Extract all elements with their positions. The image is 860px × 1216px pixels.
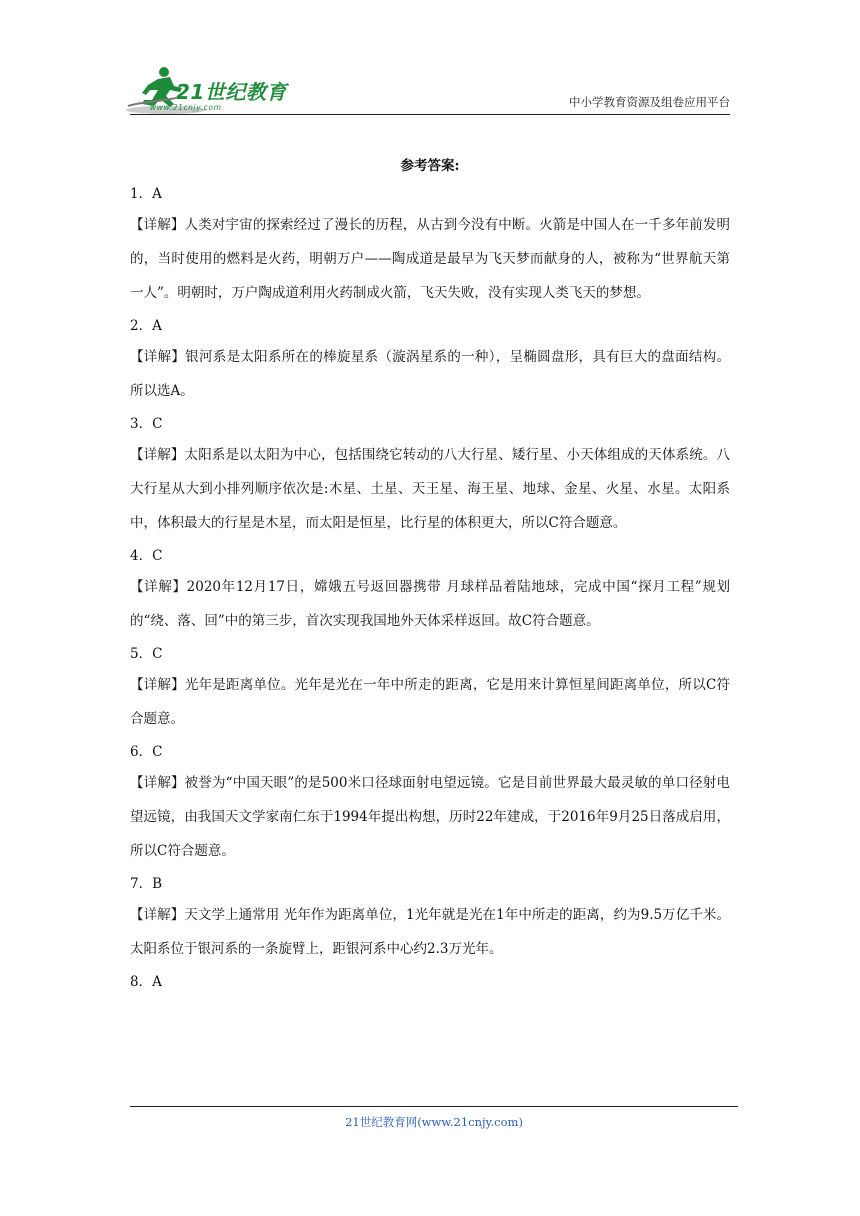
answer-item-5 <box>130 642 730 736</box>
page-header <box>120 62 730 118</box>
logo-url: www.21cnjy.com <box>150 103 222 112</box>
answer-item-4 <box>130 544 730 638</box>
logo <box>120 62 290 118</box>
question-number: 1．A <box>130 186 162 202</box>
question-number: 7．B <box>130 876 163 892</box>
answer-item-1 <box>130 182 730 310</box>
answer-item-6 <box>130 740 730 868</box>
platform-title: 中小学教育资源及组卷应用平台 <box>569 95 730 109</box>
answer-detail: 【详解】2020年12月17日，嫦娥五号返回器携带 月球样品着陆地球，完成中国“探月工程”规划的“绕、落、回”中的第三步，首次实现我国地外天体采样返回。故C符合题意。 <box>130 579 730 629</box>
logo-text: 21世纪教育 <box>176 80 287 104</box>
question-number: 4．C <box>130 548 163 564</box>
question-number: 3．C <box>130 416 163 432</box>
answer-content <box>130 152 730 996</box>
answer-item-7 <box>130 872 730 966</box>
answer-item-2 <box>130 314 730 408</box>
footer-link[interactable]: 21世纪教育网(www.21cnjy.com) <box>345 1115 523 1129</box>
answer-detail: 【详解】人类对宇宙的探索经过了漫长的历程，从古到今没有中断。火箭是中国人在一千多年前发明的，当时使用的燃料是火药，明朝万户——陶成道是最早为飞天梦而献身的人，被称为“世界航天第一人”。明朝时，万户陶成道利用火药制成火箭，飞天失败，没有实现人类飞天的梦想。 <box>130 217 730 301</box>
question-number: 6．C <box>130 744 163 760</box>
answer-item-8 <box>130 970 730 994</box>
header-divider <box>130 114 730 115</box>
answer-detail: 【详解】银河系是太阳系所在的棒旋星系（漩涡星系的一种），呈椭圆盘形，具有巨大的盘面结构。所以选A。 <box>130 349 730 399</box>
answer-title: 参考答案: <box>400 158 460 174</box>
answer-detail: 【详解】光年是距离单位。光年是光在一年中所走的距离，它是用来计算恒星间距离单位，所以C符合题意。 <box>130 677 730 727</box>
answer-detail: 【详解】被誉为“中国天眼”的是500米口径球面射电望远镜。它是目前世界最大最灵敏的单口径射电望远镜，由我国天文学家南仁东于1994年提出构想，历时22年建成，于2016年9月25日落成启用，所以C符合题意。 <box>130 775 730 859</box>
question-number: 8．A <box>130 974 162 990</box>
question-number: 5．C <box>130 646 163 662</box>
footer-divider <box>130 1106 738 1107</box>
question-number: 2．A <box>130 318 162 334</box>
answer-item-3 <box>130 412 730 540</box>
answer-detail: 【详解】天文学上通常用 光年作为距离单位，1光年就是光在1年中所走的距离，约为9.5万亿千米。太阳系位于银河系的一条旋臂上，距银河系中心约2.3万光年。 <box>130 907 730 957</box>
answer-detail: 【详解】太阳系是以太阳为中心，包括围绕它转动的八大行星、矮行星、小天体组成的天体系统。八大行星从大到小排列顺序依次是:木星、土星、天王星、海王星、地球、金星、火星、水星。太阳系中，体积最大的行星是木星，而太阳是恒星，比行星的体积更大，所以C符合题意。 <box>130 447 730 531</box>
